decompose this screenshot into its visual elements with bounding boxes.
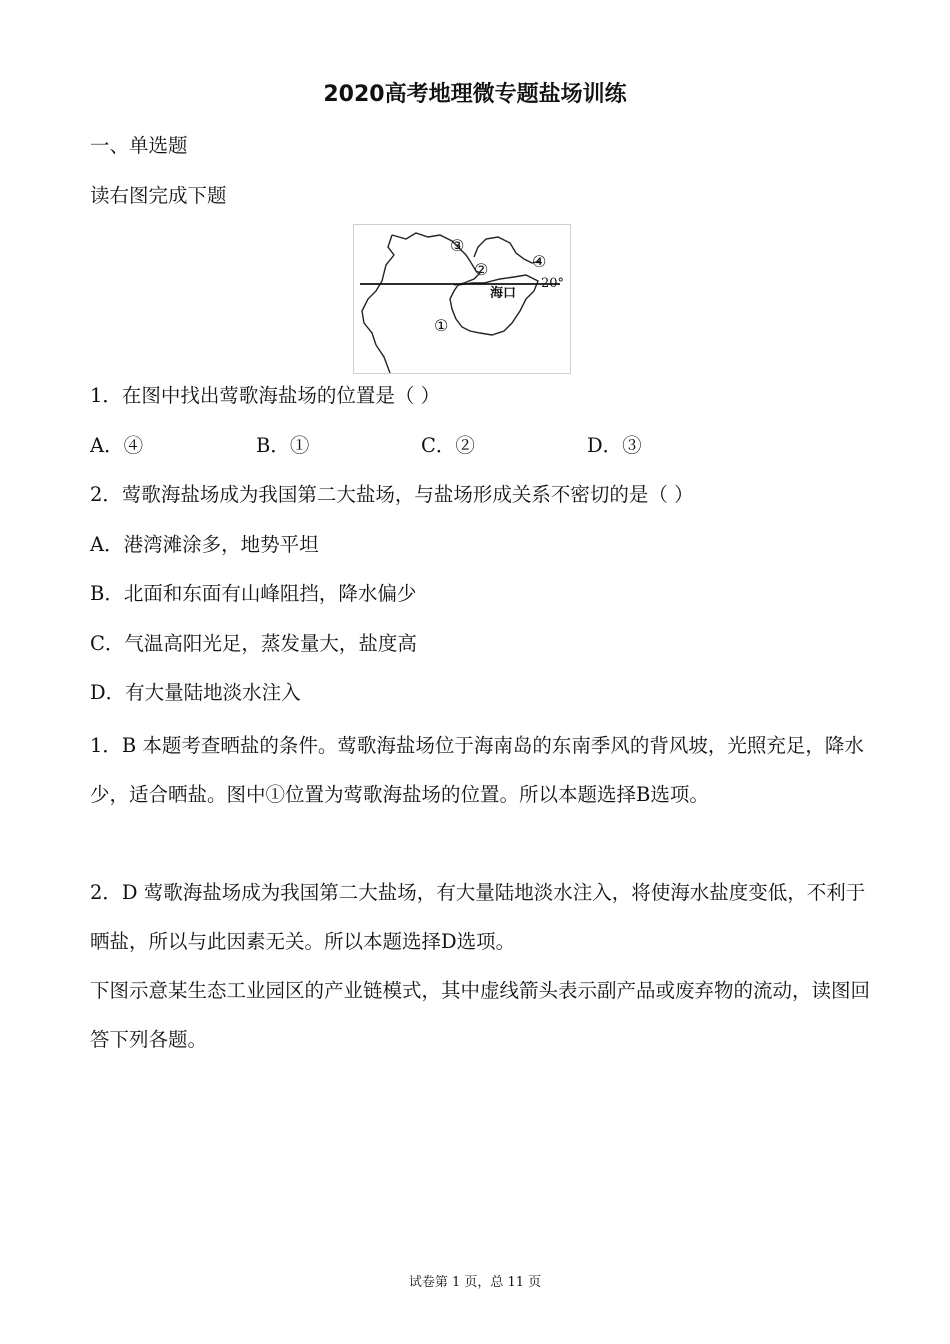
question-2-option-d: D．有大量陆地淡水注入: [90, 681, 301, 704]
label-haikou: 海口: [490, 286, 517, 301]
question-1-option-c: C．②: [421, 434, 475, 457]
hainan-map: [354, 225, 570, 373]
label-four: ④: [532, 252, 547, 271]
question-1-option-a: A．④: [90, 434, 144, 457]
page-title: 2020高考地理微专题盐场训练: [323, 82, 627, 107]
question-2: 2．莺歌海盐场成为我国第二大盐场，与盐场形成关系不密切的是（ ）: [90, 483, 694, 506]
question-2-option-b: B．北面和东面有山峰阻挡，降水偏少: [90, 582, 417, 605]
answer-2: 2．D 莺歌海盐场成为我国第二大盐场，有大量陆地淡水注入，将使海水盐度变低，不利于晒盐，所以与此因素无关。所以本题选择D选项。: [90, 881, 866, 953]
answer-1: 1．B 本题考查晒盐的条件。莺歌海盐场位于海南岛的东南季风的背风坡，光照充足，降水少，适合晒盐。图中①位置为莺歌海盐场的位置。所以本题选择B选项。: [90, 734, 864, 806]
question-1: 1．在图中找出莺歌海盐场的位置是（ ）: [90, 384, 441, 407]
question-1-option-b: B．①: [256, 434, 310, 457]
question-2-option-c: C．气温高阳光足，蒸发量大，盐度高: [90, 632, 417, 655]
label-latitude: 20°: [540, 276, 564, 291]
question-2-option-a: A．港湾滩涂多，地势平坦: [90, 533, 319, 556]
map-intro: 读右图完成下题: [90, 184, 227, 207]
next-intro: 下图示意某生态工业园区的产业链模式，其中虚线箭头表示副产品或废弃物的流动，读图回答下列各题。: [90, 979, 871, 1051]
section-heading: 一、单选题: [90, 134, 188, 157]
label-three: ③: [450, 236, 465, 255]
hainan-map-figure: [353, 224, 571, 374]
question-1-option-d: D．③: [587, 434, 642, 457]
label-one: ①: [434, 316, 449, 335]
page-footer: 试卷第 1 页，总 11 页: [408, 1275, 542, 1290]
label-two: ②: [474, 260, 489, 279]
